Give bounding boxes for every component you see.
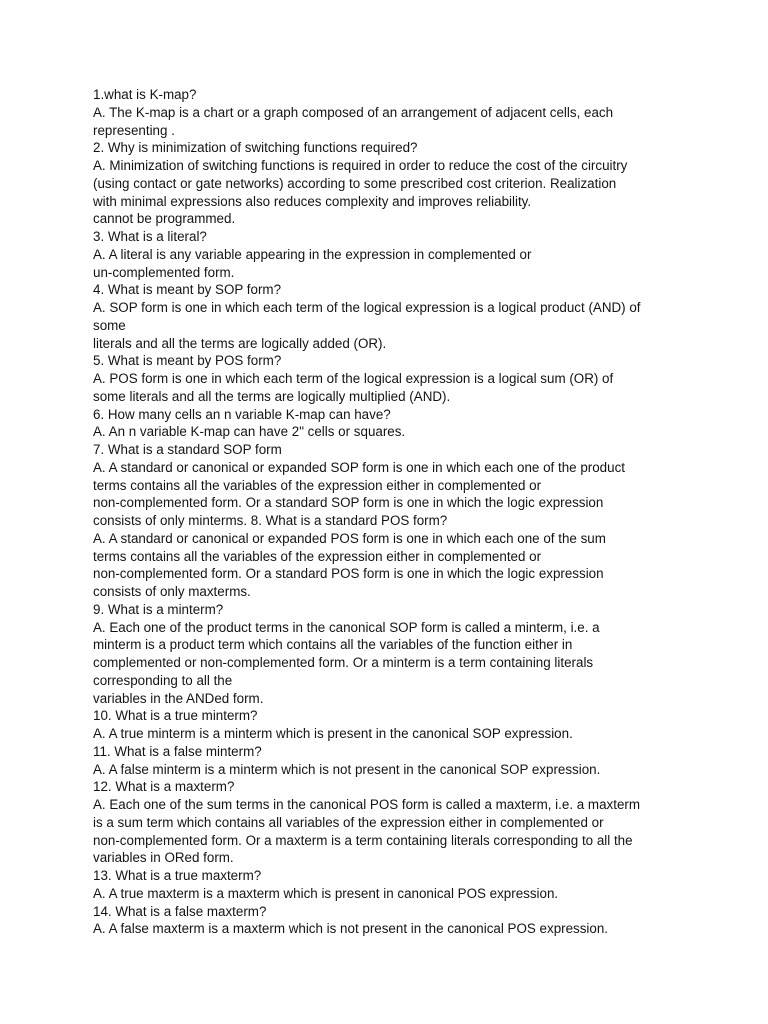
text-line: 12. What is a maxterm? <box>93 779 235 795</box>
document-body <box>93 86 693 938</box>
text-line: with minimal expressions also reduces complexity and improves reliability. <box>93 193 532 209</box>
text-line: A. A standard or canonical or expanded POS form is one in which each one of the sum <box>93 530 606 546</box>
text-line: cannot be programmed. <box>93 211 236 227</box>
text-line: A. A standard or canonical or expanded SOP form is one in which each one of the product <box>93 459 625 475</box>
text-line: 14. What is a false maxterm? <box>93 903 267 919</box>
text-line: A. A true minterm is a minterm which is present in the canonical SOP expression. <box>93 726 573 741</box>
text-line: 10. What is a true minterm? <box>93 708 258 724</box>
text-line: A. Each one of the product terms in the canonical SOP form is called a minterm, i.e. a <box>93 619 600 635</box>
text-line: (using contact or gate networks) according to some prescribed cost criterion. Realization <box>93 175 617 191</box>
text-line: 9. What is a minterm? <box>93 601 224 617</box>
text-line: 2. Why is minimization of switching functions required? <box>93 140 418 156</box>
text-line: non-complemented form. Or a maxterm is a term containing literals corresponding to all the <box>93 832 633 848</box>
text-line: 13. What is a true maxterm? <box>93 868 262 883</box>
text-line: terms contains all the variables of the expression either in complemented or <box>93 477 542 493</box>
text-line: 11. What is a false minterm? <box>93 743 262 759</box>
text-line: 1.what is K-map? <box>93 87 197 102</box>
text-line: 7. What is a standard SOP form <box>93 442 282 457</box>
text-line: consists of only minterms. 8. What is a standard POS form? <box>93 513 448 528</box>
text-line: A. A true maxterm is a maxterm which is present in canonical POS expression. <box>93 885 559 901</box>
text-line: variables in the ANDed form. <box>93 690 264 706</box>
text-line: 5. What is meant by POS form? <box>93 353 282 369</box>
text-line: some literals and all the terms are logically multiplied (AND). <box>93 388 451 404</box>
text-line: non-complemented form. Or a standard POS form is one in which the logic expression <box>93 566 604 582</box>
text-line: A. Minimization of switching functions is required in order to reduce the cost of the circuitry <box>93 158 628 173</box>
text-line: corresponding to all the <box>93 672 233 688</box>
text-line: A. POS form is one in which each term of the logical expression is a logical sum (OR) of <box>93 371 614 386</box>
text-line: some <box>93 317 126 333</box>
text-line: consists of only maxterms. <box>93 584 251 599</box>
text-line: A. The K-map is a chart or a graph composed of an arrangement of adjacent cells, each <box>93 104 614 120</box>
text-line: is a sum term which contains all variables of the expression either in complemented or <box>93 814 604 830</box>
text-line: minterm is a product term which contains all the variables of the function either in <box>93 637 573 653</box>
text-line: 4. What is meant by SOP form? <box>93 282 282 298</box>
text-line: complemented or non-complemented form. Or a minterm is a term containing literals <box>93 655 594 670</box>
text-line: representing . <box>93 122 175 138</box>
text-line: A. An n variable K-map can have 2" cells or squares. <box>93 424 406 440</box>
text-line: A. SOP form is one in which each term of the logical expression is a logical product (AND) of <box>93 300 641 315</box>
text-line: un-complemented form. <box>93 264 235 280</box>
text-line: A. A literal is any variable appearing in the expression in complemented or <box>93 246 532 262</box>
text-line: 6. How many cells an n variable K-map can have? <box>93 406 391 422</box>
text-line: A. A false minterm is a minterm which is not present in the canonical SOP expression. <box>93 761 601 777</box>
text-line: A. A false maxterm is a maxterm which is not present in the canonical POS expression. <box>93 921 609 937</box>
text-line: non-complemented form. Or a standard SOP form is one in which the logic expression <box>93 495 604 511</box>
text-line: terms contains all the variables of the expression either in complemented or <box>93 548 542 564</box>
text-line: variables in ORed form. <box>93 850 234 866</box>
text-line: A. Each one of the sum terms in the canonical POS form is called a maxterm, i.e. a maxterm <box>93 797 641 812</box>
text-line: 3. What is a literal? <box>93 229 207 244</box>
text-line: literals and all the terms are logically added (OR). <box>93 335 387 351</box>
